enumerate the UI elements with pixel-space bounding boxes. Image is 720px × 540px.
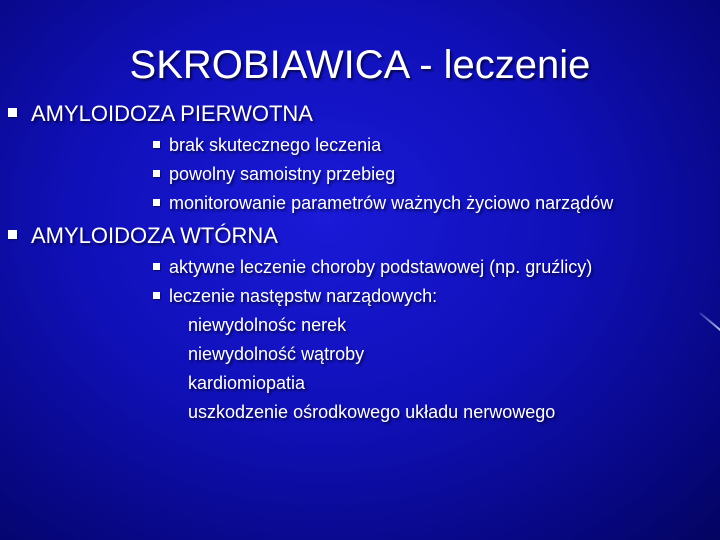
list-item-label: powolny samoistny przebieg: [169, 164, 396, 184]
list-item: [153, 135, 381, 156]
list-item: [153, 164, 395, 185]
list-item-label: aktywne leczenie choroby podstawowej (np. gruźlicy): [169, 257, 593, 277]
list-item-label: leczenie następstw narządowych:: [169, 286, 438, 306]
slide-title: SKROBIAWICA - leczenie: [129, 43, 591, 87]
list-item: [153, 193, 613, 214]
section-heading-secondary: [8, 223, 278, 249]
square-bullet-icon: [8, 230, 17, 239]
square-bullet-icon: [153, 263, 160, 270]
square-bullet-icon: [153, 141, 160, 148]
square-bullet-icon: [153, 292, 160, 299]
list-item-label: monitorowanie parametrów ważnych życiowo narządów: [169, 193, 614, 213]
list-item: [153, 286, 437, 307]
sub-list-item: niewydolność wątroby: [188, 344, 365, 364]
sub-list-item: niewydolnośc nerek: [188, 315, 347, 335]
section-heading-primary: [8, 101, 313, 127]
square-bullet-icon: [153, 199, 160, 206]
decorative-streak: [699, 312, 720, 333]
sub-list-item: kardiomiopatia: [188, 373, 306, 393]
sub-list-item: uszkodzenie ośrodkowego układu nerwowego: [188, 402, 556, 422]
section-heading-label: AMYLOIDOZA WTÓRNA: [31, 223, 278, 248]
square-bullet-icon: [8, 108, 17, 117]
square-bullet-icon: [153, 170, 160, 177]
list-item: [153, 257, 592, 278]
list-item-label: brak skutecznego leczenia: [169, 135, 382, 155]
section-heading-label: AMYLOIDOZA PIERWOTNA: [31, 101, 313, 126]
